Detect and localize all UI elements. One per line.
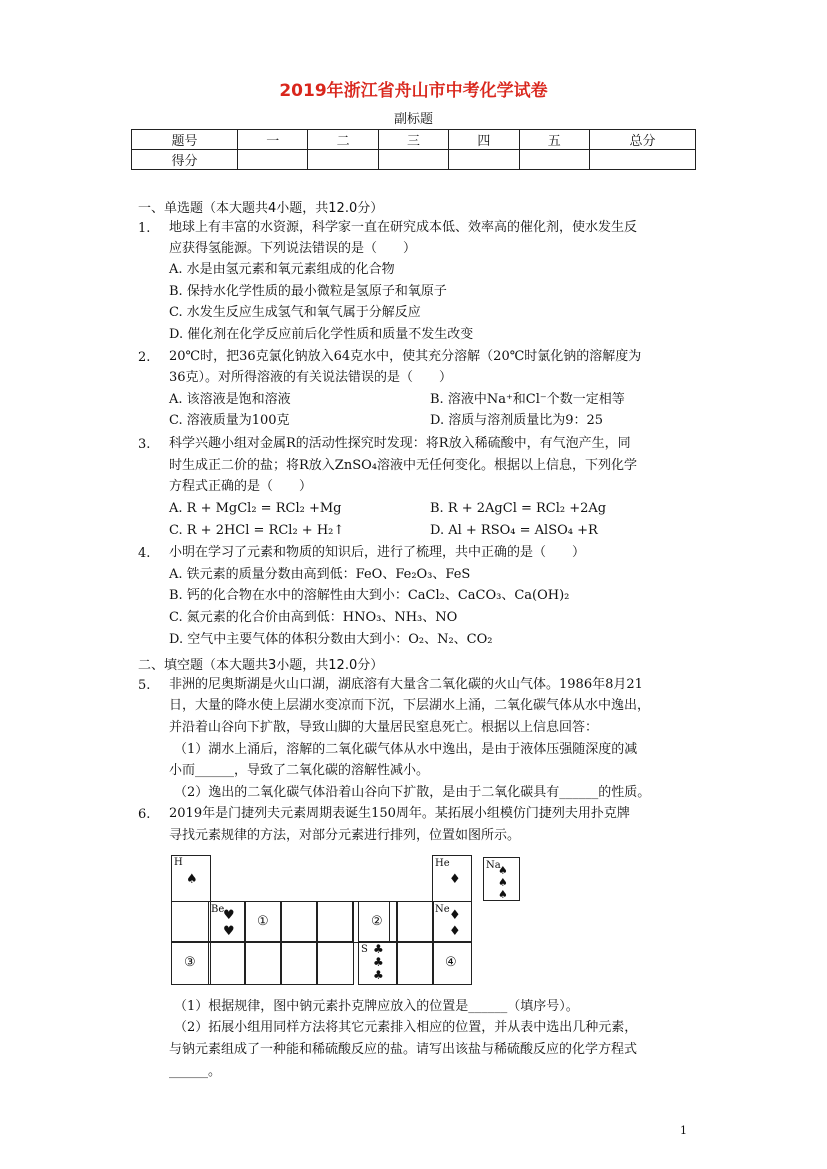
slot-2[interactable] [358, 901, 398, 943]
option[interactable]: C. 溶液质量为100克 [169, 413, 290, 428]
spade-icon: ♠ [498, 888, 508, 901]
section-heading-1: 一、单选题（本大题共4小题，共12.0分） [138, 201, 384, 216]
question-text: 20℃时，把36克氯化钠放入64克水中，使其充分溶解（20℃时氯化钠的溶解度为 [169, 349, 642, 364]
option[interactable]: A. 水是由氢元素和氧元素组成的化合物 [169, 262, 395, 277]
element-label: Be [211, 904, 225, 915]
table-cell: 一 [238, 130, 308, 150]
option[interactable]: B. 钙的化合物在水中的溶解性由大到小：CaCl₂、CaCO₃、Ca(OH)₂ [169, 588, 570, 603]
card-Na[interactable] [483, 857, 520, 901]
question-text: 并沿着山谷向下扩散，导致山脚的大量居民窒息死亡。根据以上信息回答： [169, 720, 599, 735]
spade-icon: ♠ [186, 872, 198, 887]
card-S [358, 941, 398, 985]
slot-marker: ③ [184, 955, 196, 970]
option[interactable]: B. 溶液中Na⁺和Cl⁻个数一定相等 [430, 392, 625, 407]
option[interactable]: D. 催化剂在化学反应前后化学性质和质量不发生改变 [169, 327, 474, 342]
slot-4[interactable] [432, 941, 472, 985]
score-cell[interactable] [308, 150, 378, 170]
empty-slot [244, 941, 282, 985]
empty-slot [316, 941, 354, 985]
element-label: S [361, 944, 368, 955]
question-text: 小明在学习了元素和物质的知识后，进行了梳理，共中正确的是（ ） [169, 545, 586, 560]
slot-1[interactable] [244, 901, 282, 943]
empty-slot [280, 901, 318, 943]
page-title: 2019年浙江省舟山市中考化学试卷 [279, 81, 548, 101]
option[interactable]: D. 溶质与溶剂质量比为9：25 [430, 413, 604, 428]
section-heading-2: 二、填空题（本大题共3小题，共12.0分） [138, 658, 384, 673]
question-text: 寻找元素规律的方法，对部分元素进行排列，位置如图所示。 [169, 828, 521, 843]
slot-marker: ① [257, 914, 269, 929]
club-icon: ♣ [373, 955, 384, 969]
question-number: 2. [138, 350, 151, 365]
card-periodic-figure [171, 855, 525, 987]
card-He [432, 855, 472, 901]
question-text: 36克）。对所得溶液的有关说法错误的是（ ） [169, 370, 453, 385]
question-text: （1）湖水上涌后，溶解的二氧化碳气体从水中逸出，是由于液体压强随深度的减 [174, 742, 638, 757]
question-text: 方程式正确的是（ ） [169, 479, 313, 494]
card-Be [208, 901, 246, 943]
question-number: 5. [138, 678, 151, 693]
score-cell[interactable] [449, 150, 519, 170]
element-label: H [174, 857, 183, 868]
option[interactable]: A. R + MgCl₂ = RCl₂ +Mg [169, 501, 342, 516]
table-cell: 得分 [132, 150, 238, 170]
option[interactable]: C. R + 2HCl = RCl₂ + H₂↑ [169, 523, 345, 538]
diamond-icon: ♦ [449, 908, 461, 923]
question-text: （1）根据规律，图中钠元素扑克牌应放入的位置是______（填序号）。 [174, 999, 579, 1014]
heart-icon: ♥ [223, 908, 235, 923]
score-table-score-row [132, 150, 696, 170]
empty-slot [208, 941, 246, 985]
question-text: 2019年是门捷列夫元素周期表诞生150周年。某拓展小组模仿门捷列夫用扑克牌 [169, 806, 630, 821]
question-text: 与钠元素组成了一种能和稀硫酸反应的盐。请写出该盐与稀硫酸反应的化学方程式 [169, 1042, 638, 1057]
question-text: 时生成正二价的盐；将R放入ZnSO₄溶液中无任何变化。根据以上信息，下列化学 [169, 458, 637, 473]
heart-icon: ♥ [223, 924, 235, 939]
option[interactable]: C. 氮元素的化合价由高到低：HNO₃、NH₃、NO [169, 610, 458, 625]
option[interactable]: D. Al + RSO₄ = AlSO₄ +R [430, 523, 598, 538]
question-text: 日，大量的降水使上层湖水变凉而下沉，下层湖水上涌，二氧化碳气体从水中逸出， [169, 698, 651, 713]
score-cell[interactable] [238, 150, 308, 170]
option[interactable]: A. 铁元素的质量分数由高到低：FeO、Fe₂O₃、FeS [169, 567, 471, 582]
subtitle: 副标题 [393, 112, 433, 127]
slot-3[interactable] [171, 941, 211, 985]
spade-icon: ♠ [498, 864, 508, 877]
empty-slot [396, 941, 434, 985]
element-label: Na [486, 860, 501, 871]
empty-slot [316, 901, 354, 943]
score-table [131, 129, 696, 170]
score-cell[interactable] [519, 150, 589, 170]
question-number: 1. [138, 221, 151, 236]
option[interactable]: B. R + 2AgCl = RCl₂ +2Ag [430, 501, 607, 516]
card-H [171, 855, 211, 901]
question-text: 非洲的尼奥斯湖是火山口湖，湖底溶有大量含二氧化碳的火山气体。1986年8月21 [169, 677, 643, 692]
table-cell: 三 [378, 130, 448, 150]
option[interactable]: D. 空气中主要气体的体积分数由大到小：O₂、N₂、CO₂ [169, 632, 493, 647]
question-number: 6. [138, 807, 151, 822]
element-label: Ne [435, 904, 450, 915]
empty-slot [396, 901, 434, 943]
diamond-icon: ♦ [449, 872, 461, 887]
option[interactable]: B. 保持水化学性质的最小微粒是氢原子和氧原子 [169, 284, 447, 299]
element-label: He [435, 858, 450, 869]
table-cell: 五 [519, 130, 589, 150]
page-number: 1 [680, 1124, 687, 1137]
table-cell: 四 [449, 130, 519, 150]
option[interactable]: C. 水发生反应生成氢气和氧气属于分解反应 [169, 305, 421, 320]
score-cell[interactable] [590, 150, 696, 170]
question-text: ______。 [169, 1064, 222, 1079]
question-number: 4. [138, 546, 151, 561]
table-cell: 题号 [132, 130, 238, 150]
question-text: （2）拓展小组用同样方法将其它元素排入相应的位置，并从表中选出几种元素， [174, 1020, 638, 1035]
question-text: 地球上有丰富的水资源，科学家一直在研究成本低、效率高的催化剂，使水发生反 [169, 220, 638, 235]
score-table-header-row [132, 130, 696, 150]
score-cell[interactable] [378, 150, 448, 170]
question-text: 小而______，导致了二氧化碳的溶解性减小。 [169, 763, 430, 778]
empty-slot [280, 941, 318, 985]
slot-marker: ④ [445, 955, 457, 970]
option[interactable]: A. 该溶液是饱和溶液 [169, 392, 291, 407]
table-cell: 二 [308, 130, 378, 150]
empty-slot [171, 901, 211, 943]
club-icon: ♣ [373, 942, 384, 956]
question-text: 科学兴趣小组对金属R的活动性探究时发现：将R放入稀硫酸中，有气泡产生，同 [169, 436, 631, 451]
question-number: 3. [138, 437, 151, 452]
spade-icon: ♠ [498, 876, 508, 889]
table-cell: 总分 [590, 130, 696, 150]
diamond-icon: ♦ [449, 924, 461, 939]
slot-marker: ② [371, 914, 383, 929]
club-icon: ♣ [373, 968, 384, 982]
question-text: （2）逸出的二氧化碳气体沿着山谷向下扩散，是由于二氧化碳具有______的性质。 [174, 785, 651, 800]
card-Ne [432, 901, 472, 943]
question-text: 应获得氢能源。下列说法错误的是（ ） [169, 241, 417, 256]
